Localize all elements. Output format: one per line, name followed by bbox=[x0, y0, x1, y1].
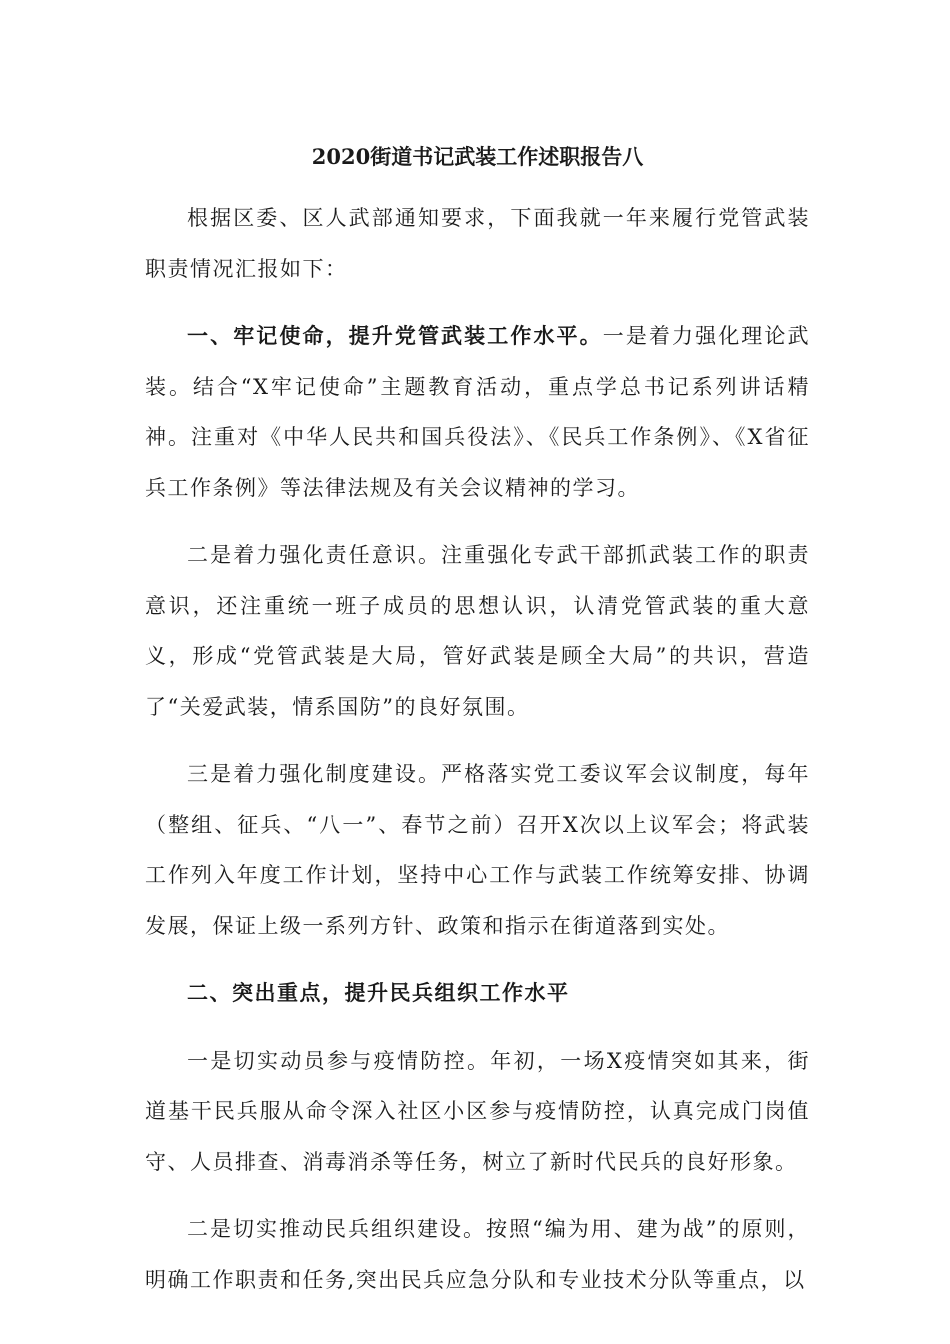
section-heading: 一、牢记使命，提升党管武装工作水平。 bbox=[187, 323, 603, 348]
paragraph-section-2 bbox=[145, 968, 810, 1019]
paragraph-epidemic bbox=[145, 1036, 810, 1188]
paragraph-text: 一是着力强化理论武装。结合“X牢记使命”主题教育活动，重点学总书记系列讲话精神。注重对《中华人民共和国兵役法》、《民兵工作条例》、《X省征兵工作条例》等法律法规及有关会议精神的学习。 bbox=[145, 324, 811, 500]
paragraph-organization bbox=[145, 1204, 810, 1305]
paragraph-text: 三是着力强化制度建设。严格落实党工委议军会议制度，每年（整组、征兵、“八一”、春节之前）召开X次以上议军会；将武装工作列入年度工作计划，坚持中心工作与武装工作统筹安排、协调发展，保证上级一系列方针、政策和指示在街道落到实处。 bbox=[145, 762, 810, 938]
paragraph-text: 二是着力强化责任意识。注重强化专武干部抓武装工作的职责意识，还注重统一班子成员的思想认识，认清党管武装的重大意义，形成“党管武装是大局，管好武装是顾全大局”的共识，营造了“关爱武装，情系国防”的良好氛围。 bbox=[145, 543, 810, 719]
document-body bbox=[145, 193, 810, 1322]
section-heading: 二、突出重点，提升民兵组织工作水平 bbox=[187, 980, 570, 1005]
paragraph-intro bbox=[145, 193, 810, 294]
document-title: 2020街道书记武装工作述职报告八 bbox=[311, 144, 644, 169]
paragraph-text: 根据区委、区人武部通知要求，下面我就一年来履行党管武装职责情况汇报如下： bbox=[145, 206, 810, 281]
paragraph-text: 一是切实动员参与疫情防控。年初，一场X疫情突如其来，街道基干民兵服从命令深入社区小区参与疫情防控，认真完成门岗值守、人员排查、消毒消杀等任务，树立了新时代民兵的良好形象。 bbox=[145, 1048, 810, 1174]
paragraph-text: 二是切实推动民兵组织建设。按照“编为用、建为战”的原则，明确工作职责和任务,突出民兵应急分队和专业技术分队等重点，以 bbox=[145, 1217, 810, 1292]
paragraph-responsibility bbox=[145, 530, 810, 732]
paragraph-section-1 bbox=[145, 311, 810, 513]
paragraph-system bbox=[145, 749, 810, 951]
